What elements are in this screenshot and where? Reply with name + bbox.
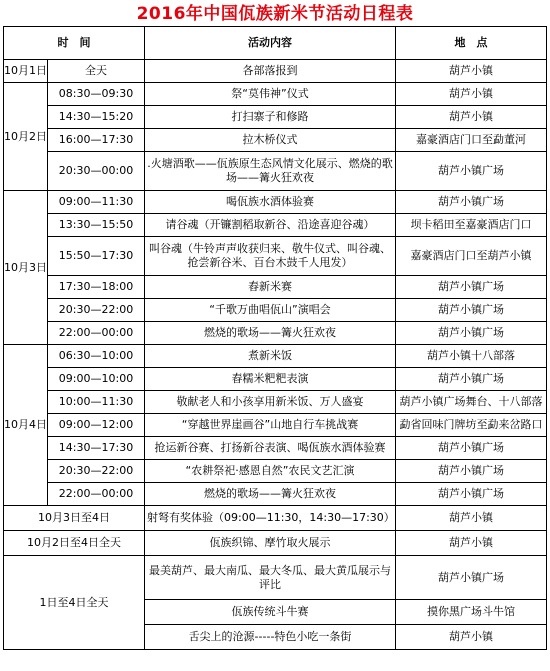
time-cell: 16:00—17:30 [48,129,145,152]
location-cell: 葫芦小镇广场 [396,437,547,460]
location-cell: 勐省回味门牌坊至勐来岔路口 [396,414,547,437]
header-activity: 活动内容 [145,27,396,60]
location-cell: 葫芦小镇广场 [396,299,547,322]
time-cell: 22:00—00:00 [48,483,145,506]
header-location: 地 点 [396,27,547,60]
date-cell: 10月2日 [4,83,48,191]
activity-cell: 抢运新谷赛、打扬新谷表演、喝佤族水酒体验赛 [145,437,396,460]
time-cell: 22:00—00:00 [48,322,145,345]
activity-cell: 最美葫芦、最大南瓜、最大冬瓜、最大黄瓜展示与评比 [145,556,396,600]
location-cell: 葫芦小镇广场 [396,556,547,600]
activity-cell: 祭“莫伟神”仪式 [145,83,396,106]
activity-cell: 佤族传统斗牛赛 [145,600,396,625]
table-row [4,345,547,368]
location-cell: 葫芦小镇广场 [396,191,547,214]
time-cell: 10月3日至4日 [4,506,145,531]
time-cell: 20:30—00:00 [48,152,145,191]
location-cell: 葫芦小镇 [396,531,547,556]
time-cell: 06:30—10:00 [48,345,145,368]
activity-cell: 打扫寨子和修路 [145,106,396,129]
time-cell: 14:30—15:20 [48,106,145,129]
location-cell: 葫芦小镇 [396,506,547,531]
location-cell: 葫芦小镇广场 [396,460,547,483]
location-cell: 葫芦小镇十八部落 [396,345,547,368]
time-cell: 09:00—11:30 [48,191,145,214]
time-cell: 14:30—17:30 [48,437,145,460]
activity-cell: 燃烧的歌场——篝火狂欢夜 [145,483,396,506]
time-cell: 20:30—22:00 [48,460,145,483]
table-row [4,556,547,600]
page-title: 2016年中国佤族新米节活动日程表 [136,4,414,24]
activity-cell: 请谷魂（开镰割稻取新谷、沿途喜迎谷魂） [145,214,396,237]
table-row [4,129,547,152]
location-cell: 坝卡稻田至嘉豪酒店门口 [396,214,547,237]
table-row [4,237,547,276]
header-row [4,27,547,60]
table-row [4,506,547,531]
table-row [4,437,547,460]
activity-cell: 舂新米赛 [145,276,396,299]
table-row [4,299,547,322]
time-cell: 13:30—15:50 [48,214,145,237]
location-cell: 嘉豪酒店门口至葫芦小镇 [396,237,547,276]
time-cell: 09:00—10:00 [48,368,145,391]
location-cell: 葫芦小镇广场 [396,368,547,391]
activity-cell: 燃烧的歌场——篝火狂欢夜 [145,322,396,345]
location-cell: 葫芦小镇 [396,60,547,83]
location-cell: 葫芦小镇广场 [396,322,547,345]
time-cell: 10:00—11:30 [48,391,145,414]
time-cell: 15:50—17:30 [48,237,145,276]
time-cell: 10月2日至4日全天 [4,531,145,556]
date-cell: 10月4日 [4,345,48,506]
activity-cell: 舌尖上的沧源-----特色小吃一条街 [145,625,396,650]
activity-cell: 射弩有奖体验（09:00—11:30，14:30—17:30） [145,506,396,531]
table-row [4,106,547,129]
activity-cell: 佤族织锦、摩竹取火展示 [145,531,396,556]
schedule-table [3,26,547,650]
date-cell: 10月3日 [4,191,48,345]
activity-cell: 各部落报到 [145,60,396,83]
activity-cell: 喝佤族水酒体验赛 [145,191,396,214]
time-cell: 20:30—22:00 [48,299,145,322]
date-cell: 10月1日 [4,60,48,83]
activity-cell: 叫谷魂（牛铃声声收获归来、敬牛仪式、叫谷魂、抢尝新谷米、百台木鼓千人甩发） [145,237,396,276]
table-row [4,391,547,414]
location-cell: 葫芦小镇广场舞台、十八部落 [396,391,547,414]
location-cell: 葫芦小镇广场 [396,276,547,299]
time-cell: 08:30—09:30 [48,83,145,106]
activity-cell: “农耕祭祀·感恩自然”农民文艺汇演 [145,460,396,483]
location-cell: 摸你黑广场斗牛馆 [396,600,547,625]
table-row [4,276,547,299]
activity-cell: “千歌万曲唱佤山”演唱会 [145,299,396,322]
location-cell: 葫芦小镇 [396,625,547,650]
header-time: 时 间 [4,27,145,60]
location-cell: 葫芦小镇 [396,83,547,106]
location-cell: 葫芦小镇广场 [396,483,547,506]
activity-cell: 煮新米饭 [145,345,396,368]
activity-cell: 舂糯米粑粑表演 [145,368,396,391]
time-cell: 1日至4日全天 [4,556,145,650]
table-row [4,531,547,556]
activity-cell: 拉木桥仪式 [145,129,396,152]
table-row [4,152,547,191]
table-row [4,483,547,506]
time-cell: 09:00—12:00 [48,414,145,437]
table-row [4,368,547,391]
time-cell: 17:30—18:00 [48,276,145,299]
table-row [4,322,547,345]
activity-cell: .火塘酒歌——佤族原生态风情文化展示、燃烧的歌场——篝火狂欢夜 [145,152,396,191]
activity-cell: 敬献老人和小孩享用新米饭、万人盛宴 [145,391,396,414]
table-row [4,414,547,437]
location-cell: 葫芦小镇 [396,106,547,129]
location-cell: 葫芦小镇广场 [396,152,547,191]
table-row [4,214,547,237]
table-row [4,60,547,83]
time-cell: 全天 [48,60,145,83]
table-row [4,460,547,483]
table-row [4,191,547,214]
location-cell: 嘉豪酒店门口至勐董河 [396,129,547,152]
table-row [4,83,547,106]
activity-cell: “穿越世界崖画谷”山地自行车挑战赛 [145,414,396,437]
